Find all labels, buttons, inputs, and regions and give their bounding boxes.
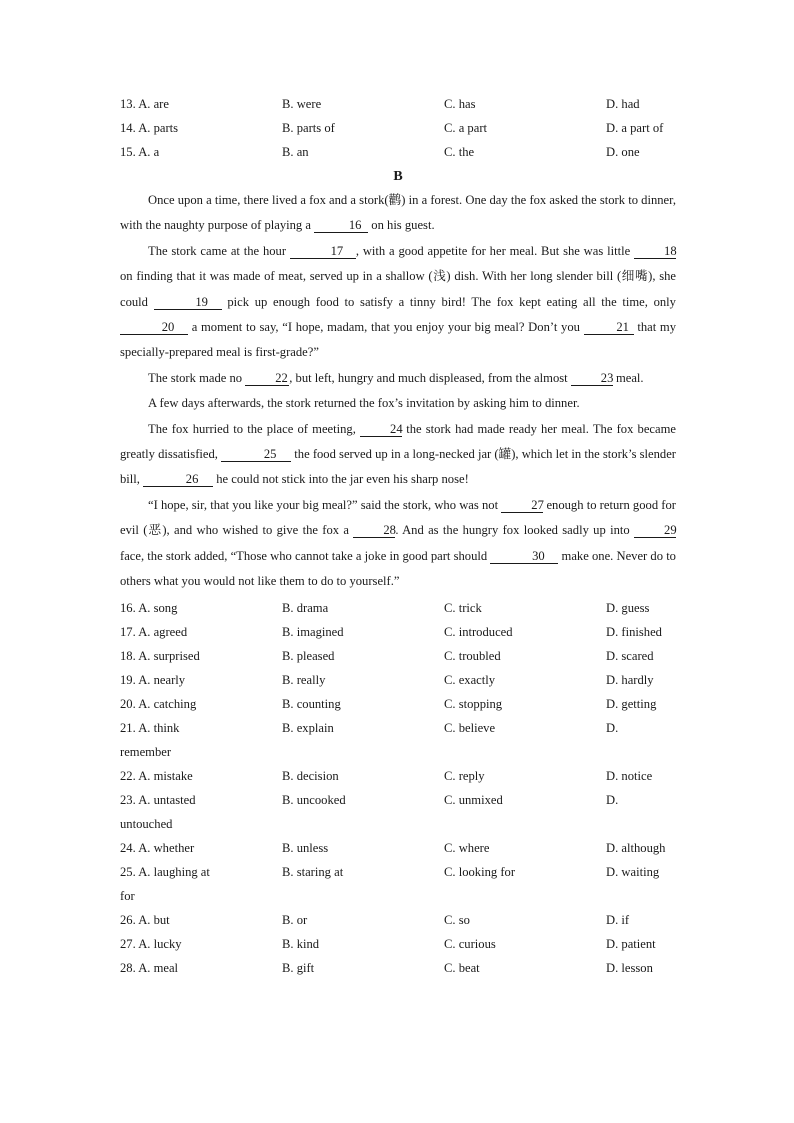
text: the food served up in a long-necked jar (罐), which let in the stork’s slender bill, — [120, 447, 677, 487]
option-row-28 — [120, 956, 676, 980]
option-a: 17. A. agreed — [120, 624, 188, 639]
option-b: B. gift — [282, 960, 315, 975]
option-b: B. imagined — [282, 624, 344, 639]
option-row-26 — [120, 908, 676, 932]
option-c: C. a part — [444, 121, 488, 135]
option-wrap-21: remember — [120, 744, 172, 759]
option-c: C. beat — [444, 960, 480, 975]
text: on his guest. — [368, 218, 435, 233]
text: that my specially-prepared meal is first-grade?” — [120, 320, 676, 360]
option-b: B. decision — [282, 768, 339, 783]
option-a: 18. A. surprised — [120, 648, 200, 663]
option-d: D. scared — [606, 648, 654, 663]
section-title: B — [393, 169, 403, 184]
option-c: C. looking for — [444, 864, 516, 879]
paragraph-4: A few days afterwards, the stork returned the fox’s invitation by asking him to dinner. — [148, 396, 580, 411]
option-d: D. had — [606, 97, 640, 111]
option-d: D. — [606, 720, 619, 735]
text: Once upon a time, there lived a fox and a stork(鹳) in a forest. One day the fox asked the stork to dinner, with the naughty purpose of playing a — [120, 193, 676, 233]
option-b: B. counting — [282, 696, 341, 711]
option-c: C. reply — [444, 768, 485, 783]
text: pick up enough food to satisfy a tinny bird! The fox kept eating all the time, only — [221, 294, 676, 309]
option-a: 19. A. nearly — [120, 672, 186, 687]
option-d: D. finished — [606, 624, 662, 639]
option-a: 21. A. think — [120, 720, 180, 735]
option-c: C. introduced — [444, 624, 513, 639]
option-c: C. stopping — [444, 696, 503, 711]
option-d: D. although — [606, 840, 666, 855]
option-b: B. unless — [282, 840, 329, 855]
option-c: C. where — [444, 840, 490, 855]
option-row-18 — [120, 644, 676, 668]
option-a: 20. A. catching — [120, 696, 197, 711]
option-a: 16. A. song — [120, 600, 178, 615]
option-row-15 — [120, 140, 676, 164]
text: The fox hurried to the place of meeting, — [148, 421, 361, 436]
option-b: B. an — [282, 145, 309, 159]
text: The stork came at the hour — [148, 243, 290, 258]
option-c: C. so — [444, 912, 470, 927]
option-b: B. really — [282, 672, 326, 687]
paragraph-1 — [120, 188, 676, 239]
option-row-25 — [120, 860, 676, 884]
option-c: C. unmixed — [444, 792, 503, 807]
option-b: B. drama — [282, 600, 329, 615]
option-d: D. patient — [606, 936, 656, 951]
option-a: 25. A. laughing at — [120, 864, 210, 879]
option-row-19 — [120, 668, 676, 692]
option-a: 27. A. lucky — [120, 936, 182, 951]
blank-25[interactable]: 25 — [221, 447, 291, 462]
option-b: B. pleased — [282, 648, 335, 663]
option-b: B. or — [282, 912, 308, 927]
option-row-23 — [120, 788, 676, 812]
option-a: 26. A. but — [120, 912, 170, 927]
option-a: 22. A. mistake — [120, 768, 193, 783]
option-d: D. notice — [606, 768, 653, 783]
worksheet-page — [120, 92, 676, 980]
option-d: D. lesson — [606, 960, 653, 975]
blank-24[interactable]: 24 — [360, 422, 402, 437]
option-row-16 — [120, 596, 676, 620]
text: . And as the hungry fox looked sadly up into — [395, 523, 635, 538]
option-c: C. troubled — [444, 648, 501, 663]
option-a: 24. A. whether — [120, 840, 195, 855]
option-a: 15. A. a — [120, 145, 160, 159]
option-row-17 — [120, 620, 676, 644]
option-c: C. believe — [444, 720, 496, 735]
text: on finding that it was made of meat, served up in a shallow (浅) dish. With her long slender bill (细嘴), she could — [120, 269, 676, 309]
blank-30[interactable]: 30 — [490, 549, 558, 564]
text: , but left, hungry and much displeased, from the almost — [289, 370, 571, 385]
blank-16[interactable]: 16 — [314, 218, 368, 233]
blank-29[interactable]: 29 — [634, 523, 676, 538]
option-c: C. trick — [444, 600, 482, 615]
text: The stork made no — [148, 370, 246, 385]
options-bottom — [120, 596, 676, 980]
paragraph-5 — [120, 417, 676, 493]
blank-27[interactable]: 27 — [501, 498, 543, 513]
option-c: C. the — [444, 145, 475, 159]
option-row-27 — [120, 932, 676, 956]
option-d: D. if — [606, 912, 630, 927]
option-b: B. kind — [282, 936, 320, 951]
option-c: C. has — [444, 97, 476, 111]
option-a: 28. A. meal — [120, 960, 179, 975]
option-row-14 — [120, 116, 676, 140]
option-b: B. staring at — [282, 864, 344, 879]
blank-17[interactable]: 17 — [290, 244, 356, 259]
option-d: D. — [606, 792, 619, 807]
option-row-13 — [120, 92, 676, 116]
text: he could not stick into the jar even his sharp nose! — [213, 472, 469, 487]
option-d: D. waiting — [606, 864, 660, 879]
blank-22[interactable]: 22 — [245, 371, 289, 386]
option-row-24 — [120, 836, 676, 860]
option-c: C. exactly — [444, 672, 496, 687]
blank-26[interactable]: 26 — [143, 472, 213, 487]
text: , with a good appetite for her meal. But she was little — [355, 243, 635, 258]
option-c: C. curious — [444, 936, 496, 951]
option-b: B. explain — [282, 720, 334, 735]
paragraph-2 — [120, 239, 676, 366]
blank-20[interactable]: 20 — [120, 320, 188, 335]
text: enough to return good for evil (恶), and who wished to give the fox a — [120, 497, 676, 538]
option-row-20 — [120, 692, 676, 716]
option-d: D. one — [606, 145, 640, 159]
paragraph-6 — [120, 493, 676, 595]
option-wrap-25: for — [120, 888, 135, 903]
option-a: 23. A. untasted — [120, 792, 196, 807]
blank-18[interactable]: 18 — [634, 244, 676, 259]
text: a moment to say, “I hope, madam, that you enjoy your big meal? Don’t you — [188, 320, 584, 335]
text: meal. — [612, 370, 644, 385]
option-d: D. guess — [606, 600, 650, 615]
blank-28[interactable]: 28 — [353, 523, 395, 538]
option-d: D. hardly — [606, 672, 654, 687]
options-top — [120, 92, 676, 164]
text: “I hope, sir, that you like your big meal?” said the stork, who was not — [148, 497, 502, 512]
paragraph-3 — [120, 366, 676, 391]
blank-19[interactable]: 19 — [154, 295, 222, 310]
text: face, the stork added, “Those who cannot take a joke in good part should — [120, 548, 491, 563]
option-row-21 — [120, 716, 676, 740]
blank-21[interactable]: 21 — [584, 320, 634, 335]
option-d: D. a part of — [606, 121, 664, 135]
passage — [120, 188, 676, 595]
text: the stork had made ready her meal. The fox became greatly dissatisfied, — [120, 421, 676, 462]
text: make one. Never do to others what you would not like them to do to yourself.” — [120, 548, 676, 589]
option-wrap-23: untouched — [120, 816, 173, 831]
option-b: B. were — [282, 97, 322, 111]
blank-23[interactable]: 23 — [571, 371, 613, 386]
option-b: B. uncooked — [282, 792, 346, 807]
option-d: D. getting — [606, 696, 657, 711]
option-a: 14. A. parts — [120, 121, 179, 135]
option-row-22 — [120, 764, 676, 788]
option-b: B. parts of — [282, 121, 335, 135]
option-a: 13. A. are — [120, 97, 169, 111]
